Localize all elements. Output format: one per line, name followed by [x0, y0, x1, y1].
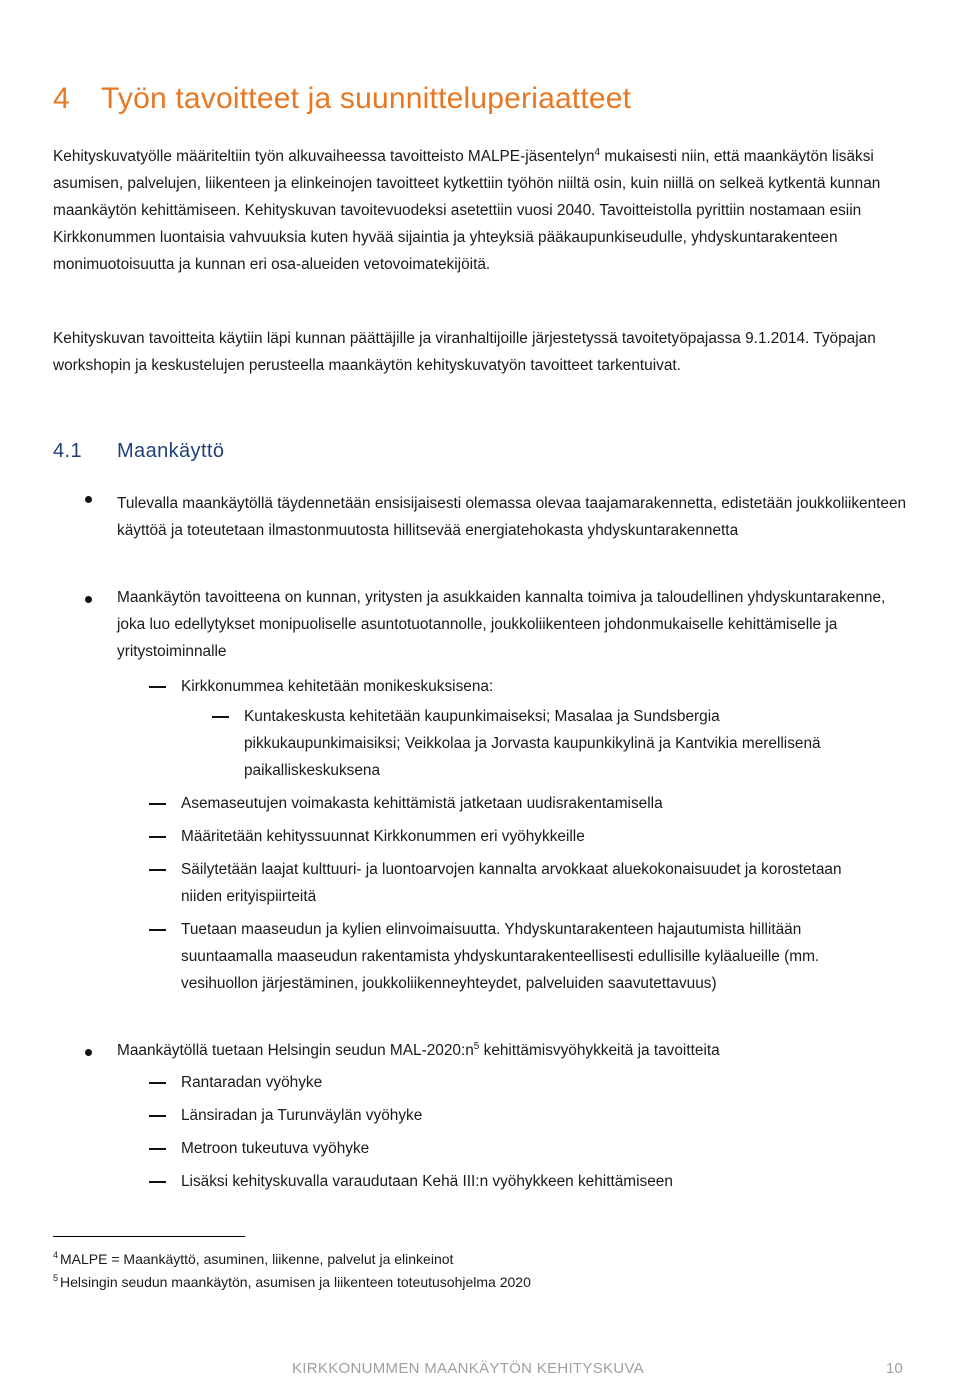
- list-item: Rantaradan vyöhyke: [181, 1074, 323, 1091]
- footnote-text: Helsingin seudun maankäytön, asumisen ja liikenteen toteutusohjelma 2020: [60, 1274, 531, 1290]
- footnote-ref-4: 4: [594, 146, 601, 158]
- list-item-text-b: kehittämisvyöhykkeitä ja tavoitteita: [479, 1042, 720, 1059]
- list-item: Maankäytön tavoitteena on kunnan, yritysten ja asukkaiden kannalta toimiva ja taloudellinen yhdyskuntarakenne, joka luo edellytykset monipuoliselle asuntotuotannolle, joukkoliikenteen johdonmukaiselle kehittämiselle ja yritystoiminnalle: [117, 589, 886, 660]
- footnote-ref-5: 5: [473, 1040, 480, 1052]
- list-item: Tuetaan maaseudun ja kylien elinvoimaisuutta. Yhdyskuntarakenteen hajautumista hillitään suuntaamalla maaseudun rakentamista yhdyskuntarakenteellisesti edullisille kyläalueille (mm. vesihuollon järjestäminen, joukkoliikenneyhteydet, palveluiden saavutettavuus): [181, 921, 820, 992]
- dash-marker: [149, 803, 166, 805]
- list-item: Lisäksi kehityskuvalla varaudutaan Kehä III:n vyöhykkeen kehittämiseen: [181, 1173, 673, 1190]
- bullet-marker: [85, 596, 92, 603]
- chapter-title: Työn tavoitteet ja suunnitteluperiaatteet: [101, 82, 632, 115]
- bullet-marker: [85, 496, 92, 503]
- list-item: Kirkkonummea kehitetään monikeskuksisena:: [181, 678, 494, 695]
- list-item: Länsiradan ja Turunväylän vyöhyke: [181, 1107, 423, 1124]
- dash-marker: [149, 1082, 166, 1084]
- section-title: Maankäyttö: [117, 440, 225, 462]
- chapter-number: 4: [53, 82, 70, 115]
- footnote-mark: 4: [53, 1250, 59, 1261]
- list-item: [117, 1037, 917, 1064]
- intro-text-b: mukaisesti niin, että maankäytön lisäksi asumisen, palvelujen, liikenteen ja elinkeinojen tavoitteet kytkettiin työhön niiltä osin, kuin niillä on selkeä kytkentä kunnan maankäytön kehittämiseen. Kehityskuvan tavoitevuodeksi asetettiin vuosi 2040. Tavoitteistolla pyrittiin nostamaan esiin Kirkkonummen luontaisia vahvuuksia kuten hyvää sijaintia ja yhteyksiä pääkaupunkiseudulle, yhdyskuntarakenteen monimuotoisuutta ja kunnan eri osa-alueiden vetovoimatekijöitä.: [53, 148, 881, 273]
- list-item: Kuntakeskusta kehitetään kaupunkimaiseksi; Masalaa ja Sundsbergia pikkukaupunkimaisiksi; Veikkolaa ja Jorvasta kaupunkikylinä ja Kantvikia merellisenä paikalliskeskuksena: [244, 708, 821, 779]
- footnote-4: [53, 1250, 453, 1268]
- list-item: Säilytetään laajat kulttuuri- ja luontoarvojen kannalta arvokkaat aluekokonaisuudet ja korostetaan niiden erityispiirteitä: [181, 861, 842, 905]
- list-item: Määritetään kehityssuunnat Kirkkonummen eri vyöhykkeille: [181, 828, 585, 845]
- chapter-heading: [53, 82, 631, 116]
- dash-marker: [149, 686, 166, 688]
- dash-marker: [149, 1115, 166, 1117]
- page-number: 10: [886, 1360, 903, 1377]
- running-footer-title: KIRKKONUMMEN MAANKÄYTÖN KEHITYSKUVA: [292, 1360, 644, 1377]
- dash-marker: [149, 836, 166, 838]
- dash-marker: [149, 1181, 166, 1183]
- dash-marker: [149, 929, 166, 931]
- footnote-divider: [53, 1236, 245, 1237]
- footnote-text: MALPE = Maankäyttö, asuminen, liikenne, palvelut ja elinkeinot: [60, 1251, 454, 1267]
- intro-paragraph-2: Kehityskuvan tavoitteita käytiin läpi kunnan päättäjille ja viranhaltijoille järjestetyssä tavoitetyöpajassa 9.1.2014. Työpajan workshopin ja keskustelujen perusteella maankäytön kehityskuvatyön tavoitteet tarkentuivat.: [53, 330, 876, 374]
- section-number: 4.1: [53, 440, 83, 462]
- dash-marker: [149, 869, 166, 871]
- list-item-text-a: Maankäytöllä tuetaan Helsingin seudun MAL-2020:n: [117, 1042, 474, 1059]
- list-item: Metroon tukeutuva vyöhyke: [181, 1140, 370, 1157]
- intro-text-a: Kehityskuvatyölle määriteltiin työn alkuvaiheessa tavoitteisto MALPE-jäsentelyn: [53, 148, 595, 165]
- dash-marker: [149, 1148, 166, 1150]
- dash-marker: [212, 716, 229, 718]
- section-heading: [53, 440, 224, 463]
- list-item: Asemaseutujen voimakasta kehittämistä jatketaan uudisrakentamisella: [181, 795, 663, 812]
- bullet-marker: [85, 1049, 92, 1056]
- list-item: Tulevalla maankäytöllä täydennetään ensisijaisesti olemassa olevaa taajamarakennetta, edistetään joukkoliikenteen käyttöä ja toteutetaan ilmastonmuutosta hillitsevää energiatehokasta yhdyskuntarakennetta: [117, 495, 907, 539]
- intro-paragraph-1: [53, 143, 913, 278]
- footnote-mark: 5: [53, 1273, 59, 1284]
- footnote-5: [53, 1273, 531, 1291]
